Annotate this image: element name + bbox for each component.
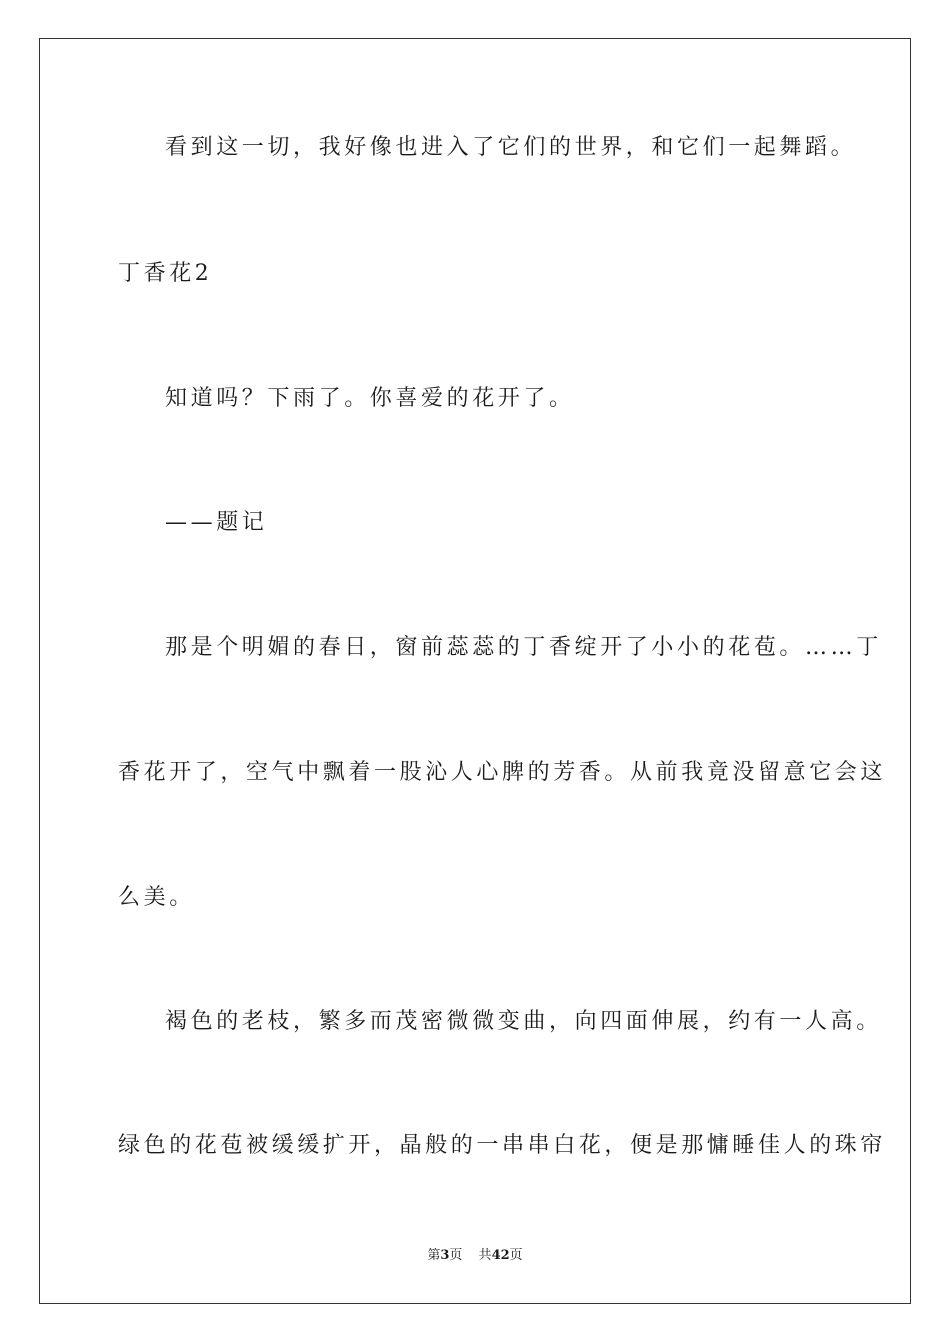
total-pages: 42: [491, 1248, 510, 1263]
paragraph-line: 褐色的老枝，繁多而茂密微微变曲，向四面伸展，约有一人高。: [165, 1009, 882, 1034]
paragraph-line: 那是个明媚的春日，窗前蕊蕊的丁香绽开了小小的花苞。……丁: [165, 635, 882, 660]
page-number: 3: [440, 1248, 450, 1263]
page-footer: [0, 1247, 950, 1265]
paragraph-line: 绿色的花苞被缓缓扩开，晶般的一串串白花，便是那慵睡佳人的珠帘: [118, 1133, 887, 1158]
total-pages-indicator: 共42页: [478, 1248, 523, 1263]
paragraph-line: 知道吗？下雨了。你喜爱的花开了。: [165, 386, 575, 411]
paragraph-line: 看到这一切，我好像也进入了它们的世界，和它们一起舞蹈。: [165, 135, 857, 160]
paragraph-line: 香花开了，空气中飘着一股沁人心脾的芳香。从前我竟没留意它会这: [118, 760, 887, 785]
epigraph-attribution: ——题记: [165, 510, 268, 535]
page-indicator: 第3页: [427, 1248, 463, 1263]
paragraph-line: 么美。: [118, 885, 195, 910]
page-border: [39, 38, 911, 1304]
section-heading: 丁香花2: [118, 261, 213, 286]
